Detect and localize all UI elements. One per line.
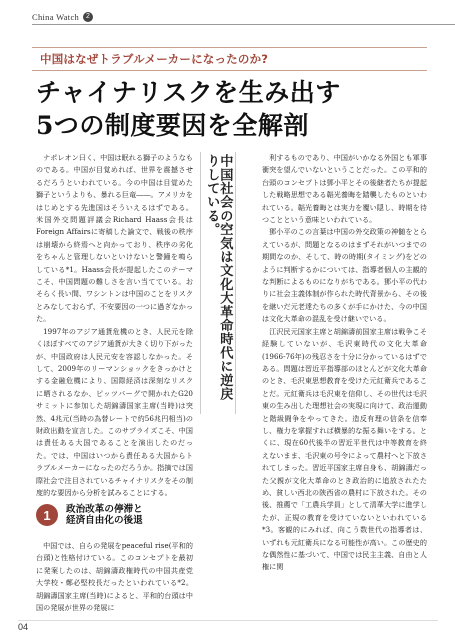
- pull-quote: [200, 152, 236, 414]
- section-title: [66, 504, 143, 527]
- section-title-line-2: 経済自由化の後退: [66, 515, 143, 526]
- paragraph: 中国では、自らの発展をpeaceful rise(平和的台頭)と性格付けている。このコンセプトを最初に発案したのは、胡錦濤政権時代の中国共産党大学校・鄭必堅校長だったといわれている*2。胡錦濤国家主席(当時)によると、平和的台頭は中国の発展が世界の発展に: [36, 541, 193, 613]
- paragraph: 利するものであり、中国がいかなる外国とも軍事衝突を望んでいないということだった。この平和的台頭のコンセプトは鄧小平とその後継者たちが提起した戦略思想である韜光養晦を踏襲したものといわれている。韜光養晦とは実力を覆い隠し、時期を待つことという意味といわれている。: [262, 153, 427, 225]
- section-heading: [36, 502, 200, 528]
- section-number-badge: 1: [36, 504, 58, 526]
- issue-number-badge: 2: [83, 12, 93, 22]
- paragraph: ナポレオン曰く、中国は眠れる獅子のようなものである。中国が目覚めれば、世界を震撼させるだろうといわれている。今の中国は目覚めた獅子というよりも、暴れる巨竜――。アメリカをはじめとする先進国はそういえるはずである。米国外交問題評議会Richard Haass会長はForeign Affairsに寄稿した論文で、戦後の秩序は崩壊から終焉へと向かっており、秩序の劣化をちゃんと管理しないといけないと警鐘を鳴らしている*1。Haass会長が提起したこのテーマこそ、中国問題の難しさを言い当てている。おそらく長い間、ワシントンは中国のことをリスクとみなしておらず、不安要因の一つに過ぎなかった。: [36, 153, 193, 324]
- article-headline: [36, 76, 436, 142]
- series-header: [32, 12, 93, 22]
- headline-line-1: チャイナリスクを生み出す: [36, 78, 341, 107]
- question-banner: [32, 47, 427, 71]
- pull-quote-text: 中国社会の空気は文化大革命時代に逆戻りしている。: [204, 154, 233, 401]
- header-rule: [32, 12, 455, 25]
- series-title: China Watch: [32, 12, 80, 22]
- left-column-bottom: [36, 540, 193, 614]
- page-number: 04: [18, 622, 29, 632]
- paragraph: 鄧小平のこの言葉は中国の外交政策の神髄をとらえているが、問題となるのはまずそれがいつまでの期間なのか、そして、時の時期(タイミング)をどのように判断するかについては、指導者個人の主観的な判断によるものになりがちである。鄧小平の代わりに社会主義体制が作られた時代背景から、その後を継いだ元老達たちの多くが手にかけた、今の中国は文化大革命の混乱を受け継いでいる。: [262, 227, 427, 324]
- paragraph: 1997年のアジア通貨危機のとき、人民元を除くほぼすべてのアジア通貨が大きく切り下がったが、中国政府は人民元安を容認しなかった。そして、2009年のリーマンショックをきっかけとする金融危機により、国際経済は深刻なリスクに晒されるなか、ピッツバーグで開かれたG20サミットに参加した胡錦濤国家主席(当時)は突然、4兆元(当時の為替レートで約56兆円相当)の財政出動を宣言した。このサプライズこそ、中国は責任ある大国であることを演出したのだった。では、中国はいつから責任ある大国からトラブルメーカーになったのだろうか。指摘では国際社会で注目されているチャイナリスクをその制度的な要因から分析を試みることにする。: [36, 326, 193, 497]
- section-title-line-1: 政治改革の停滞と: [66, 503, 143, 515]
- footer-rule: [18, 620, 438, 621]
- headline-line-2: 5つの制度要因を全解剖: [36, 111, 309, 140]
- question-text: 中国はなぜトラブルメーカーになったのか?: [40, 52, 269, 66]
- left-column: [36, 152, 193, 499]
- paragraph: 江沢民元国家主席と胡錦濤前国家主席は戦争こそ経験していないが、毛沢東時代の文化大革命(1966-76年)の残忍さを十分に分かっているはずである。問題は習近平指導部のほとんどが文化大革命のとき、毛沢東思想教育を受けた元紅衛兵であることだ。元紅衛兵は毛沢東を信仰し、その世代は毛沢東の生み出した理想社会の実現に向けて、政治運動と階級闘争をやってきた。造反有理の信条を信奉し、権力を掌握すれば横暴的な振る舞いをする。とくに、現在60代後半の習近平世代は中等教育を終えないまま、毛沢東の号令によって農村へと下放されてしまった。習近平国家主席自身も、胡錦濤だった父親が文化大革命のとき政治的に追放されたため、貧しい西北の陝西省の農村に下放された。その後、推薦で「工農兵学員」として清華大学に進学したが、正規の教育を受けていないといわれている*3。客観的にみれば、向こう数世代の指導者は、いずれも元紅衛兵になる可能性が高い。この歴史的な偶然性に基づいて、中国では民主主義、自由と人権に関: [262, 326, 427, 572]
- right-column: [262, 152, 427, 574]
